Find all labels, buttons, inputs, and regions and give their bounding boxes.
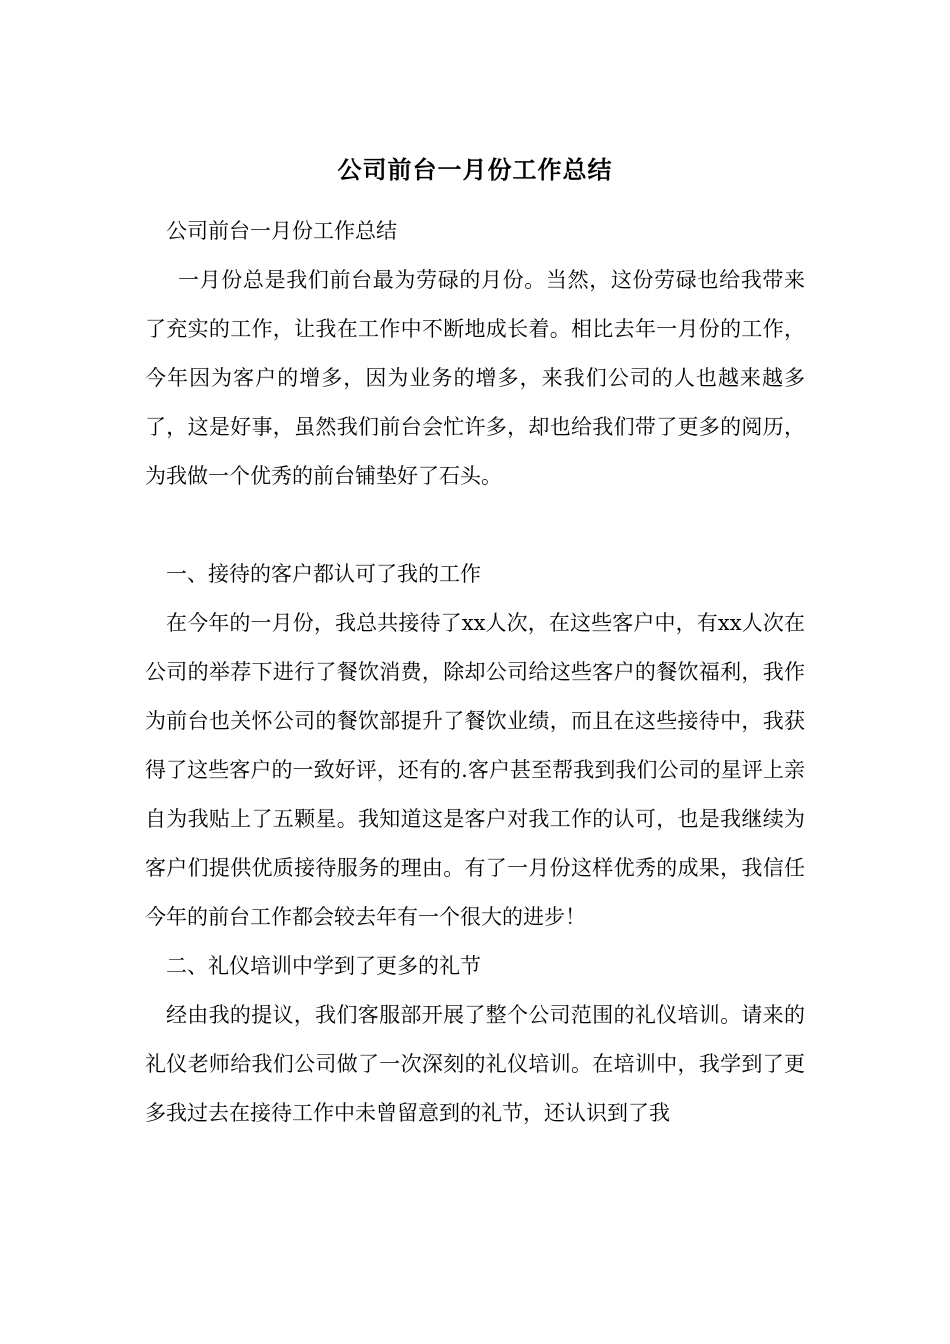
section-text-1: 在今年的一月份，我总共接待了xx人次，在这些客户中，有xx人次在公司的举荐下进行了餐饮消费，除却公司给这些客户的餐饮福利，我作为前台也关怀公司的餐饮部提升了餐饮业绩，而且在这些接待中，我获得了这些客户的一致好评，还有的.客户甚至帮我到我们公司的星评上亲自为我贴上了五颗星。我知道这是客户对我工作的认可，也是我继续为客户们提供优质接待服务的理由。有了一月份这样优秀的成果，我信任今年的前台工作都会较去年有一个很大的进步！ <box>145 611 805 929</box>
paragraph-intro: 一月份总是我们前台最为劳碌的月份。当然，这份劳碌也给我带来了充实的工作，让我在工作中不断地成长着。相比去年一月份的工作，今年因为客户的增多，因为业务的增多，来我们公司的人也越来越多了，这是好事，虽然我们前台会忙许多，却也给我们带了更多的阅历，为我做一个优秀的前台铺垫好了石头。 <box>145 268 805 488</box>
document-title: 公司前台一月份工作总结 <box>337 156 613 184</box>
section-heading-1: 一、接待的客户都认可了我的工作 <box>166 562 481 586</box>
section-heading-2: 二、礼仪培训中学到了更多的礼节 <box>166 954 481 978</box>
paragraph-spacer <box>145 501 805 550</box>
document-subtitle: 公司前台一月份工作总结 <box>166 219 397 243</box>
document-body <box>145 207 805 1138</box>
section-text-2: 经由我的提议，我们客服部开展了整个公司范围的礼仪培训。请来的礼仪老师给我们公司做了一次深刻的礼仪培训。在培训中，我学到了更多我过去在接待工作中未曾留意到的礼节，还认识到了我 <box>145 1003 805 1125</box>
